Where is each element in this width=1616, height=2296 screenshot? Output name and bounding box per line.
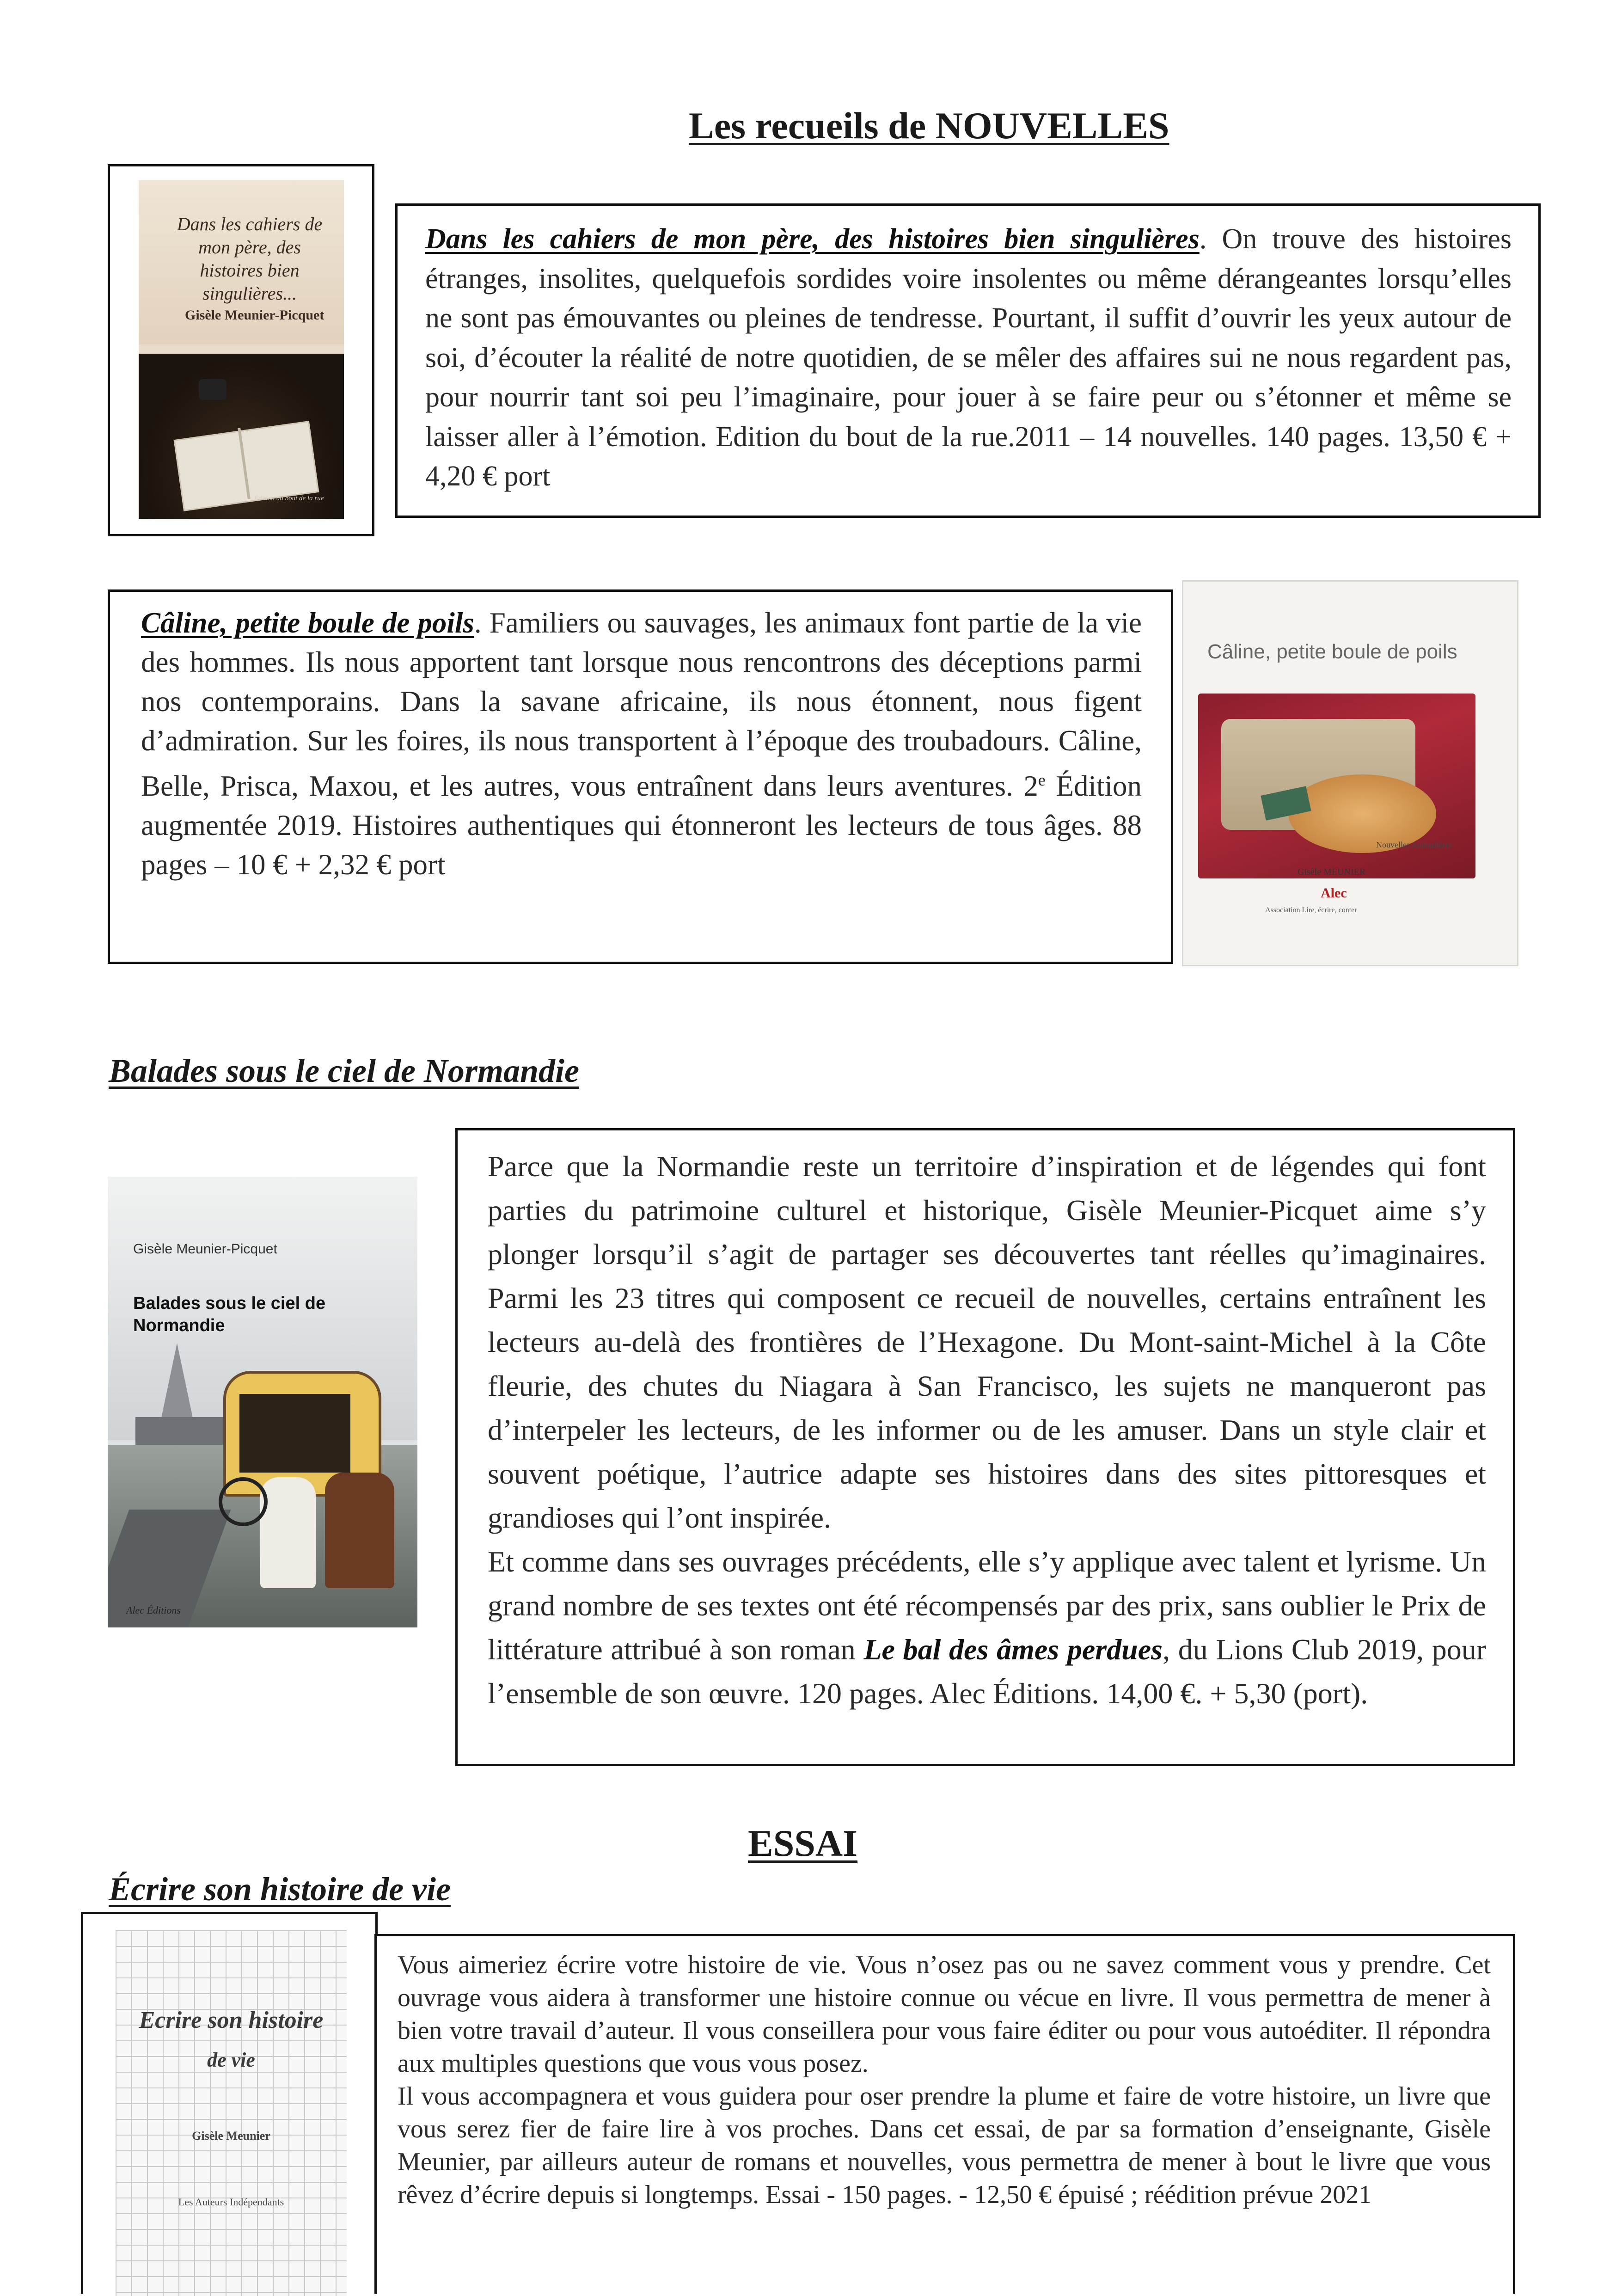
book3-cover	[108, 1177, 417, 1627]
book4-paragraph-1: Vous aimeriez écrire votre histoire de vie. Vous n’osez pas ou ne savez comment vous y prendre. Cet ouvrage vous aidera à transformer une histoire connue ou vécue en livre. Il vous permettra de mener à bien votre travail d’auteur. Il vous conseillera pour vous faire éditer ou pour vous autoéditer. Il répondra aux multiples questions que vous vous posez.	[398, 1951, 1491, 2078]
book4-cover-frame	[81, 1912, 378, 2294]
book2-description	[141, 603, 1142, 884]
book1-text: . On trouve des histoires étranges, insolites, quelquefois sordides voire insolentes ou même dérangeantes lorsqu’elles ne sont pas émouvantes ou pleines de tendresse. Pourtant, il suffit d’ouvrir les yeux autour de soi, d’écouter la réalité de notre quotidien, de se mêler des affaires sui ne nous regardent pas, pour nourrir tant soi peu l’imaginaire, pour jouer à se faire peur ou s’étonner et même se laisser aller à l’émotion. Edition du bout de la rue.2011 – 14 nouvelles. 140 pages. 13,50 € + 4,20 € port	[425, 223, 1512, 492]
section-title-nouvelles: Les recueils de NOUVELLES	[689, 104, 1169, 147]
book3-cover-title: Balades sous le ciel de Normandie	[133, 1294, 326, 1335]
book2-sup: e	[1038, 771, 1046, 789]
book1-cover-author: Gisèle Meunier-Picquet	[185, 307, 324, 323]
book4-cover-title-1: Ecrire son histoire	[139, 2007, 324, 2033]
book1-cover-frame	[108, 164, 374, 536]
book2-cover-publisher-sub: Association Lire, écrire, conter	[1265, 906, 1357, 914]
book3-heading: Balades sous le ciel de Normandie	[109, 1052, 579, 1089]
book3-text2-b: , du Lions Club 2019, pour l’ensemble de son œuvre. 120 pages. Alec Éditions. 14,00 €. + 5,30 (port).	[488, 1633, 1486, 1710]
book3-paragraph-2	[488, 1540, 1486, 1715]
book2-cover-genre: Nouvelles Animalières	[1376, 840, 1452, 849]
book1-cover-publisher: Édition du bout de la rue	[254, 495, 324, 502]
book4-heading: Écrire son histoire de vie	[109, 1871, 451, 1908]
book2-cover	[1182, 580, 1518, 966]
book4-description	[398, 1949, 1491, 2211]
book2-text-1: . Familiers ou sauvages, les animaux font partie de la vie des hommes. Ils nous apportent tant lorsque nous rencontrons des déceptions parmi nos contemporains. Dans la savane africaine, ils nous étonnent, nous figent d’admiration. Sur les foires, ils nous transportent à l’époque des troubadours. Câline, Belle, Prisca, Maxou, et les autres, vous entraînent dans leurs aventures. 2	[141, 607, 1142, 802]
book3-novel-title: Le bal des âmes perdues	[863, 1633, 1163, 1666]
book3-paragraph-1: Parce que la Normandie reste un territoire d’inspiration et de légendes qui font parties du patrimoine culturel et historique, Gisèle Meunier-Picquet aime s’y plonger lorsqu’il s’agit de partager ses découvertes tant réelles qu’imaginaires. Parmi les 23 titres qui composent ce recueil de nouvelles, certains entraînent les lecteurs au-delà des frontières de l’Hexagone. Du Mont-saint-Michel à la Côte fleurie, des chutes du Niagara à San Francisco, les sujets ne manqueront pas d’interpeler les lecteurs, de les informer ou de les amuser. Dans un style clair et souvent poétique, l’autrice adapte ses histoires dans des sites pittoresques et grandioses qui l’ont inspirée.	[488, 1150, 1486, 1534]
book4-cover-title-2: de vie	[207, 2049, 255, 2071]
book3-description-clip	[488, 1144, 1486, 1745]
section-title-essai: ESSAI	[748, 1822, 858, 1864]
book1-cover-title: Dans les cahiers de mon père, des histoires bien singulières...	[177, 214, 323, 304]
book2-title: Câline, petite boule de poils	[141, 607, 474, 639]
book4-paragraph-2: Il vous accompagnera et vous guidera pour oser prendre la plume et faire de votre histoire, un livre que vous serez fier de faire lire à vos proches. Dans cet essai, de par sa formation d’enseignante, Gisèle Meunier, par ailleurs auteur de romans et nouvelles, vous permettra de mener à bout le livre que vous rêvez d’écrire depuis si longtemps. Essai - 150 pages. - 12,50 € épuisé ; réédition prévue 2021	[398, 2082, 1491, 2209]
book2-cover-title: Câline, petite boule de poils	[1207, 640, 1457, 663]
book1-title: Dans les cahiers de mon père, des histoires bien singulières	[425, 223, 1200, 255]
book2-text-2: Édition augmentée 2019. Histoires authentiques qui étonneront les lecteurs de tous âges. 88 pages – 10 € + 2,32 € port	[141, 770, 1142, 881]
book2-cover-publisher: Alec	[1321, 885, 1347, 901]
book4-cover	[116, 1930, 347, 2296]
book3-cover-author: Gisèle Meunier-Picquet	[133, 1241, 277, 1257]
book1-description	[425, 220, 1512, 497]
book4-cover-publisher: Les Auteurs Indépendants	[178, 2196, 284, 2208]
book4-cover-author: Gisèle Meunier	[192, 2129, 270, 2143]
book3-cover-publisher: Alec Éditions	[126, 1604, 181, 1616]
book2-cover-author: Gisèle MEUNIER	[1298, 867, 1366, 877]
book3-text2-a: Et comme dans ses ouvrages précédents, elle s’y applique avec talent et lyrisme. Un grand nombre de ses textes ont été récompensés par des prix, sans oublier le Prix de littérature attribué à son roman	[488, 1545, 1486, 1666]
book1-cover	[139, 180, 344, 519]
